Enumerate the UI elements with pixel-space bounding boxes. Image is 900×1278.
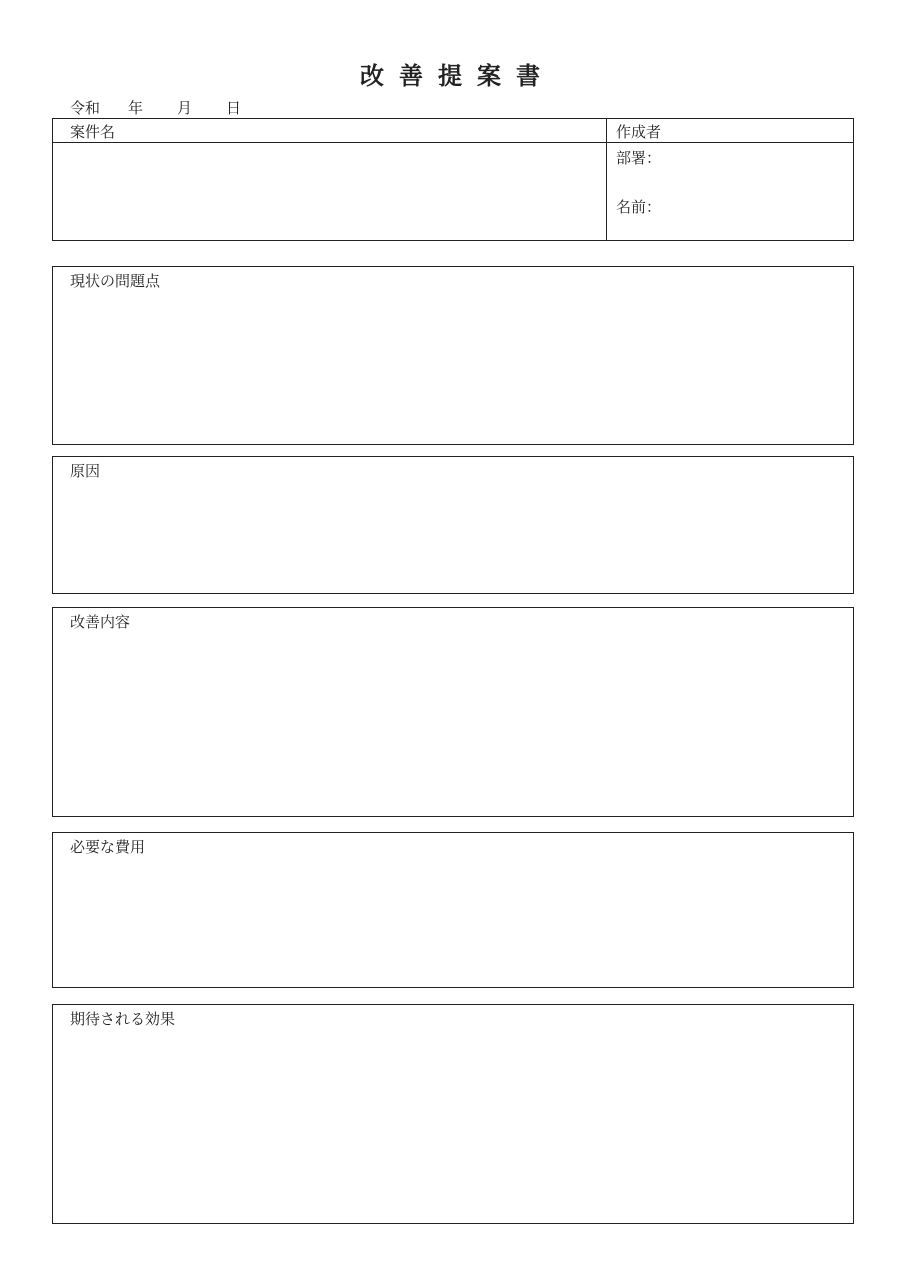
project-name-label: 案件名 xyxy=(53,119,607,143)
header-table xyxy=(52,118,854,241)
date-era: 令和 xyxy=(70,99,101,117)
required-cost-label: 必要な費用 xyxy=(70,838,146,856)
document-title: 改善提案書 xyxy=(360,62,555,90)
cause-field[interactable] xyxy=(52,456,854,594)
expected-effect-label: 期待される効果 xyxy=(70,1010,176,1028)
improvement-content-field[interactable] xyxy=(52,607,854,817)
required-cost-field[interactable] xyxy=(52,832,854,988)
project-name-field[interactable] xyxy=(53,143,607,240)
date-day-label: 日 xyxy=(226,99,242,117)
current-problems-label: 現状の問題点 xyxy=(70,272,161,290)
date-row xyxy=(70,97,241,118)
current-problems-field[interactable] xyxy=(52,266,854,445)
author-field xyxy=(607,143,853,240)
date-year-label: 年 xyxy=(128,99,144,117)
author-label: 作成者 xyxy=(607,119,853,143)
author-name-label: 名前： xyxy=(616,198,662,216)
date-month-label: 月 xyxy=(177,99,193,117)
cause-label: 原因 xyxy=(70,462,101,480)
improvement-content-label: 改善内容 xyxy=(70,613,131,631)
department-label: 部署： xyxy=(616,149,662,167)
expected-effect-field[interactable] xyxy=(52,1004,854,1224)
